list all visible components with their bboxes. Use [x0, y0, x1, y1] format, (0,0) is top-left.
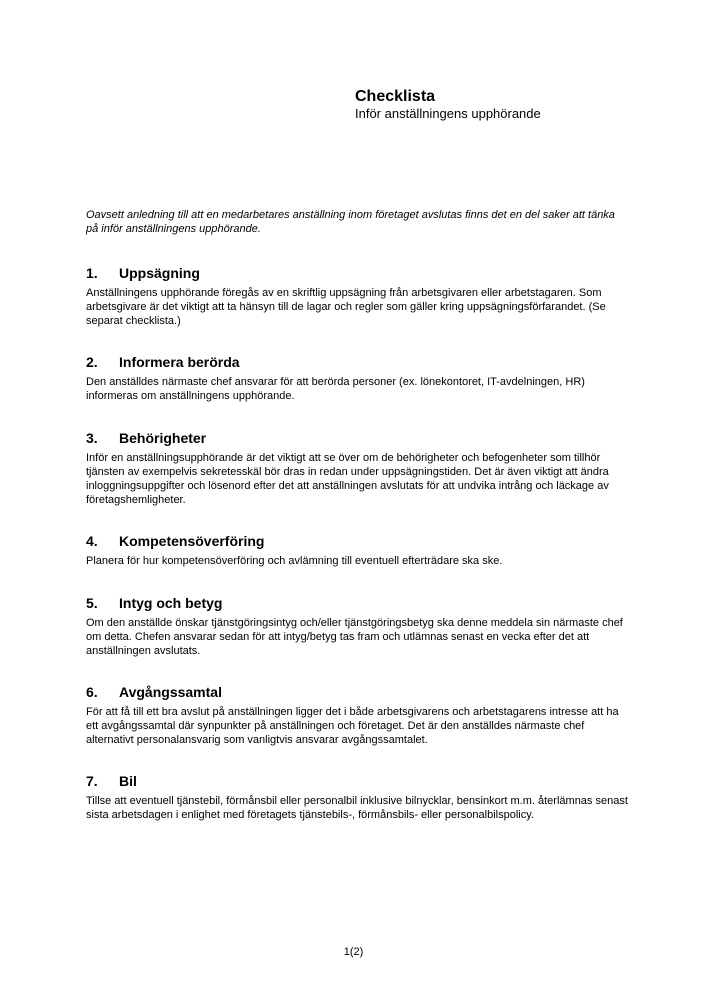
section-avgangssamtal	[86, 684, 631, 747]
section-heading	[86, 354, 631, 371]
section-body: Tillse att eventuell tjänstebil, förmånsbil eller personalbil inklusive bilnycklar, bensinkort m.m. återlämnas senast sista arbetsdagen i enlighet med företagets tjänstebils-, förmånsbils- eller personalbilspolicy.	[86, 795, 628, 821]
document-header	[355, 87, 541, 122]
section-number: 5.	[86, 595, 98, 611]
section-title: Uppsägning	[119, 265, 200, 281]
section-body: För att få till ett bra avslut på anställningen ligger det i både arbetsgivarens och arbetstagarens intresse att ha ett avgångssamtal där synpunkter på anställningen och företaget. Det är den anställdes närmaste chef alternativt personalansvarig som vanligtvis ansvarar avgångssamtalet.	[86, 706, 619, 746]
section-body: Om den anställde önskar tjänstgöringsintyg och/eller tjänstgöringsbetyg ska denne meddela sin närmaste chef om detta. Chefen ansvarar sedan för att intyg/betyg tas fram och utlämnas senast en vecka efter det att anställningen avslutats.	[86, 617, 623, 657]
section-title: Intyg och betyg	[119, 595, 223, 611]
section-body: Planera för hur kompetensöverföring och avlämning till eventuell efterträdare ska ske.	[86, 555, 503, 567]
section-title: Behörigheter	[119, 430, 207, 446]
section-uppsagning	[86, 265, 631, 328]
section-body: Anställningens upphörande föregås av en skriftlig uppsägning från arbetsgivaren eller arbetstagaren. Som arbetsgivare är det viktigt att ta hänsyn till de lagar och regler som gäller kring uppsägningsförfarandet. (Se separat checklista.)	[86, 287, 606, 327]
intro-paragraph: Oavsett anledning till att en medarbetares anställning inom företaget avslutas finns det en del saker att tänka på inför anställningens upphörande.	[86, 209, 615, 235]
section-heading	[86, 773, 631, 790]
section-title: Bil	[119, 773, 137, 789]
section-title: Kompetensöverföring	[119, 533, 265, 549]
section-bil	[86, 773, 631, 822]
section-kompetensoverforing	[86, 533, 631, 568]
section-heading	[86, 595, 631, 612]
section-heading	[86, 265, 631, 282]
section-number: 4.	[86, 533, 98, 549]
document-title: Checklista	[355, 88, 436, 105]
section-intyg-och-betyg	[86, 595, 631, 658]
section-number: 3.	[86, 430, 98, 446]
section-heading	[86, 684, 631, 701]
section-behorigheter	[86, 430, 631, 507]
section-informera-berorda	[86, 354, 631, 403]
section-number: 1.	[86, 265, 98, 281]
section-body: Inför en anställningsupphörande är det viktigt att se över om de behörigheter och befogenheter som tillhör tjänsten av exempelvis sekretesskäl bör dras in redan under uppsägningstiden. Det är även viktigt att ändra inloggningsuppgifter och lösenord efter det att anställningen avslutats för att undvika intrång och läckage av företagshemligheter.	[86, 452, 609, 506]
page-number: 1(2)	[343, 946, 364, 958]
document-subtitle: Inför anställningens upphörande	[355, 106, 541, 121]
section-number: 2.	[86, 354, 98, 370]
section-heading	[86, 430, 631, 447]
section-title: Informera berörda	[119, 354, 240, 370]
section-number: 7.	[86, 773, 98, 789]
section-heading	[86, 533, 631, 550]
section-title: Avgångssamtal	[119, 684, 222, 700]
section-body: Den anställdes närmaste chef ansvarar för att berörda personer (ex. lönekontoret, IT-avdelningen, HR) informeras om anställningens upphörande.	[86, 376, 585, 402]
section-number: 6.	[86, 684, 98, 700]
